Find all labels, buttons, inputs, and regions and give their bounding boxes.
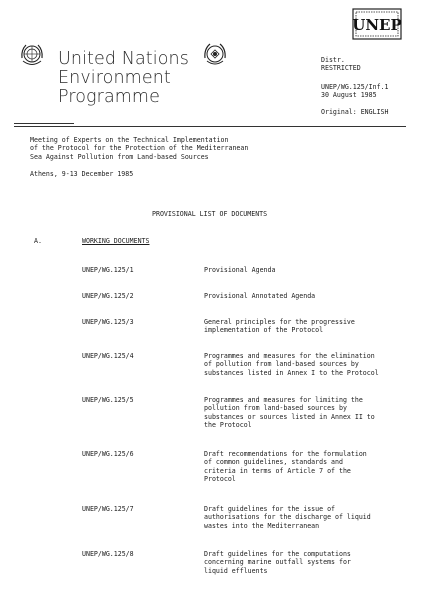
description-line: Draft recommendations for the formulation [204,450,367,458]
description-line: liquid effluents [204,566,268,575]
description-line: Programmes and measures for the elimination [204,352,375,360]
description-line: of common guidelines, standards and [204,458,343,467]
document-description [204,352,379,377]
document-code: UNEP/WG.125/5 [82,396,134,404]
document-description [204,318,355,335]
document-description [204,450,367,484]
description-line: Protocol [204,475,236,484]
meeting-line: of the Protocol for the Protection of the Mediterranean [30,144,249,153]
page-title: PROVISIONAL LIST OF DOCUMENTS [152,210,268,218]
distr-value: RESTRICTED [321,64,361,73]
description-line: Draft guidelines for the computations [204,550,351,558]
description-line: implementation of the Protocol [204,326,324,335]
document-code: UNEP/WG.125/6 [82,450,134,458]
org-line: United Nations [58,49,189,69]
description-line: of pollution from land-based sources by [204,360,359,369]
meeting-line: Sea Against Pollution from Land-based Sources [30,152,209,161]
document-code: UNEP/WG.125/1 [82,266,134,274]
header-divider [14,126,406,127]
meeting-place-date: Athens, 9-13 December 1985 [30,170,134,178]
description-line: substances listed in Annex I to the Protocol [204,368,379,377]
distr-label: Distr. [321,56,345,64]
description-line: pollution from land-based sources by [204,404,347,413]
document-code: UNEP/WG.125/4 [82,352,134,360]
section-heading: WORKING DOCUMENTS [82,237,150,245]
org-name [58,50,189,107]
document-code: UNEP/WG.125/3 [82,318,134,326]
document-description [204,505,371,530]
document-description [204,550,351,575]
description-line: authorisations for the discharge of liquid [204,513,371,522]
meeting-title [30,136,248,161]
description-line: Draft guidelines for the issue of [204,505,336,513]
document-code: UNEP/WG.125/8 [82,550,134,558]
meeting-line: Meeting of Experts on the Technical Implementation [30,136,229,144]
document-description [204,266,275,274]
description-line: wastes into the Mediterranean [204,521,320,530]
description-line: substances or sources listed in Annex II to [204,412,375,421]
org-line: Environment [58,68,171,88]
description-line: criteria in terms of Article 7 of the [204,466,351,475]
description-line: Provisional Annotated Agenda [204,292,316,300]
description-line: the Protocol [204,421,252,430]
environment-emblem-icon [202,42,228,68]
document-code: UNEP/WG.125/7 [82,505,134,513]
distribution-block [321,56,361,73]
original-language: Original: ENGLISH [321,108,389,116]
un-emblem-icon [18,42,46,70]
document-description [204,396,375,430]
description-line: Provisional Agenda [204,266,276,274]
description-line: concerning marine outfall systems for [204,558,351,567]
document-symbol: UNEP/WG.125/Inf.1 [321,83,389,91]
unep-stamp-logo [352,8,402,40]
document-date: 30 August 1985 [321,91,377,99]
org-line: Programme [58,87,160,107]
description-line: Programmes and measures for limiting the [204,396,363,404]
header-divider-short [14,123,74,124]
section-letter: A. [34,237,42,245]
description-line: General principles for the progressive [204,318,355,326]
document-description [204,292,315,300]
document-code: UNEP/WG.125/2 [82,292,134,300]
svg-text:UNEP: UNEP [352,16,402,34]
